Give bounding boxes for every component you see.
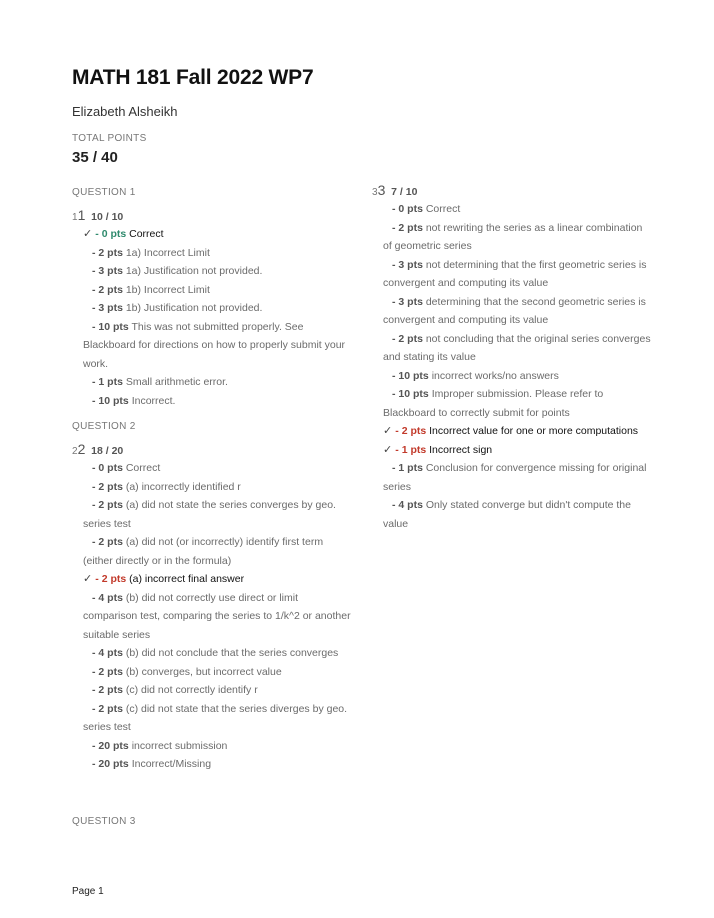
question-3-number-small: 3 [372,187,378,198]
rubric-item-points: - 0 pts [95,228,127,240]
rubric-item-text: (a) incorrectly identified r [125,480,241,493]
page-title: MATH 181 Fall 2022 WP7 [72,66,314,89]
rubric-item-text: 1a) Justification not provided. [125,265,263,277]
rubric-item-text: Improper submission. Please refer to Blackboard to correctly submit for points [383,388,604,419]
rubric-item [372,330,652,367]
rubric-item-text: This was not submitted properly. See Blackboard for directions on how to properly submit your work. [83,320,346,370]
rubric-item-points: - 2 pts [92,665,123,678]
rubric-item [72,373,352,392]
rubric-item-points: - 3 pts [92,302,123,314]
rubric-item-points: - 1 pts [392,462,423,474]
rubric-item-text: Incorrect value for one or more computations [429,425,639,437]
rubric-item [372,385,652,422]
rubric-item [72,700,352,737]
rubric-item-points: - 2 pts [92,702,123,715]
rubric-item-points: - 2 pts [92,684,123,696]
rubric-item [72,663,352,682]
rubric-item-points: - 10 pts [392,369,429,382]
rubric-item-points: - 2 pts [92,499,123,511]
question-2-number-big: 2 [77,441,86,457]
question-2-label: QUESTION 2 [72,421,136,432]
rubric-item-points: - 2 pts [92,283,123,296]
rubric-item-points: - 4 pts [92,591,123,604]
rubric-item-text: Only stated converge but didn't compute the value [383,499,631,530]
rubric-item-text: (a) incorrect final answer [129,573,245,585]
rubric-item-text: incorrect works/no answers [431,369,559,382]
rubric-item-points: - 10 pts [92,320,129,333]
rubric-item [72,533,352,570]
question-2-score: 18 / 20 [91,445,124,457]
rubric-item-text: (c) did not state that the series diverges by geo. series test [83,702,348,733]
total-points-label: TOTAL POINTS [72,133,147,144]
rubric-item-points: - 2 pts [395,425,427,437]
rubric-item-text: Conclusion for convergence missing for original series [383,462,647,493]
rubric-item [372,441,652,460]
rubric-item [72,589,352,645]
rubric-item-points: - 4 pts [392,499,423,511]
rubric-item [372,496,652,533]
rubric-item [72,225,352,244]
rubric-item-points: - 20 pts [92,739,129,752]
rubric-item [72,281,352,300]
rubric-item-text: Incorrect sign [429,443,493,456]
rubric-item [72,755,352,774]
right-column [372,180,652,533]
rubric-item-points: - 10 pts [392,388,429,400]
question-3-rubric [372,200,652,533]
rubric-item-text: (b) did not conclude that the series converges [125,647,339,659]
rubric-item-text: not concluding that the original series converges and stating its value [383,332,651,363]
rubric-item-text: Correct [129,228,164,240]
rubric-item-text: determining that the second geometric series is convergent and computing its value [383,295,646,326]
rubric-item-points: - 3 pts [92,265,123,277]
question-3-number-big: 3 [377,182,386,198]
question-3-label: QUESTION 3 [72,816,136,827]
rubric-item-points: - 2 pts [95,573,127,585]
rubric-item-points: - 3 pts [392,295,423,308]
question-3-header [372,180,652,200]
rubric-item-text: Small arithmetic error. [125,376,228,388]
rubric-item-text: 1b) Justification not provided. [125,302,263,314]
rubric-item-points: - 2 pts [392,221,423,234]
rubric-item-points: - 0 pts [392,203,423,215]
rubric-item-points: - 20 pts [92,758,129,770]
rubric-item [372,219,652,256]
check-icon: ✓ [383,425,396,437]
rubric-item-text: (b) did not correctly use direct or limit comparison test, comparing the series to 1/k^2 or another suitable series [83,591,351,641]
rubric-item-points: - 10 pts [92,394,129,407]
rubric-item [372,293,652,330]
rubric-item-points: - 2 pts [92,480,123,493]
rubric-item-points: - 2 pts [92,246,123,259]
rubric-item [372,422,652,441]
rubric-item [72,262,352,281]
rubric-item-points: - 2 pts [392,332,423,345]
rubric-item-text: Correct [425,203,461,215]
rubric-item [72,644,352,663]
check-icon: ✓ [83,573,96,585]
rubric-item-points: - 2 pts [92,536,123,548]
question-1-number-big: 1 [77,207,86,223]
page-number: Page 1 [72,886,104,897]
rubric-item [72,681,352,700]
rubric-item-points: - 0 pts [92,462,123,474]
rubric-item [72,478,352,497]
rubric-item-text: (c) did not correctly identify r [125,684,258,696]
rubric-item-text: not rewriting the series as a linear combination of geometric series [383,221,643,252]
rubric-item [72,570,352,589]
question-1-label: QUESTION 1 [72,187,136,198]
left-column [72,187,352,774]
rubric-item [72,244,352,263]
question-1-score: 10 / 10 [91,211,124,223]
rubric-item [372,459,652,496]
rubric-item-text: not determining that the first geometric series is convergent and computing its value [383,258,647,289]
rubric-item [72,496,352,533]
rubric-item-points: - 1 pts [395,443,427,456]
rubric-item [72,737,352,756]
rubric-item-points: - 1 pts [92,376,123,388]
question-3-score: 7 / 10 [391,186,418,198]
question-1-number-small: 1 [72,212,78,223]
question-1-rubric [72,225,352,410]
rubric-item-text: (b) converges, but incorrect value [125,665,282,678]
question-2-header [72,439,352,459]
rubric-item-text: 1b) Incorrect Limit [125,283,210,296]
question-2-number-small: 2 [72,446,78,457]
rubric-item [72,459,352,478]
rubric-item-text: Incorrect. [131,394,176,407]
rubric-item-points: - 3 pts [392,258,423,271]
rubric-item-points: - 4 pts [92,647,123,659]
question-2-rubric [72,459,352,774]
question-1-header [72,205,352,225]
student-name: Elizabeth Alsheikh [72,104,178,119]
rubric-item-text: 1a) Incorrect Limit [125,246,210,259]
check-icon: ✓ [383,443,396,456]
rubric-item-text: Incorrect/Missing [131,758,212,770]
rubric-item [372,256,652,293]
rubric-item-text: incorrect submission [131,739,228,752]
rubric-item [72,318,352,374]
rubric-item [72,299,352,318]
rubric-item [72,392,352,411]
rubric-item-text: (a) did not (or incorrectly) identify first term (either directly or in the formula) [83,536,324,567]
rubric-item-text: Correct [125,462,161,474]
rubric-item [372,367,652,386]
check-icon: ✓ [83,228,96,240]
rubric-item [372,200,652,219]
total-points-value: 35 / 40 [72,149,118,166]
rubric-item-text: (a) did not state the series converges by geo. series test [83,499,336,530]
